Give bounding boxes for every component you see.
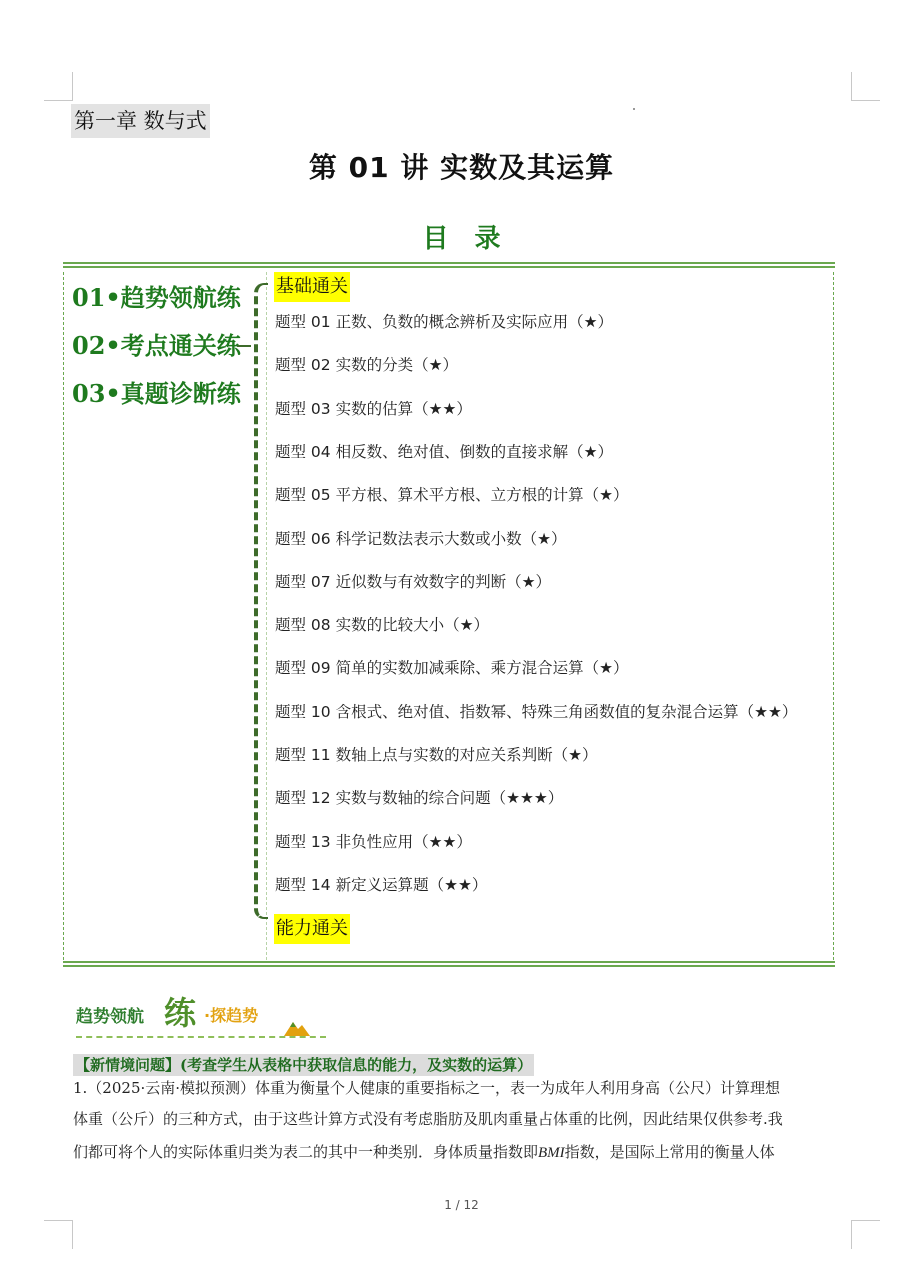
toc-left-item-practice[interactable]: 02•考点通关练 xyxy=(72,331,241,360)
stray-dot xyxy=(633,108,635,110)
banner-sub-text: ·探趋势 xyxy=(204,1006,259,1025)
section-basic[interactable]: 基础通关 xyxy=(274,272,350,302)
crop-mark-bottom-right xyxy=(851,1220,880,1249)
section-advanced[interactable]: 能力通关 xyxy=(274,914,350,944)
toc-item[interactable]: 题型 11 数轴上点与实数的对应关系判断（★） xyxy=(275,746,598,764)
question-line-1: 1.（2025·云南·模拟预测）体重为衡量个人健康的重要指标之一，表一为成年人利用身高（公尺）计算理想 xyxy=(73,1079,781,1097)
bmi-term: BMI xyxy=(538,1145,565,1161)
toc-right-border xyxy=(833,272,834,960)
toc-item[interactable]: 题型 02 实数的分类（★） xyxy=(275,356,458,375)
banner-underline xyxy=(76,1036,326,1038)
question-line-3-b: 指数，是国际上常用的衡量人体 xyxy=(564,1143,775,1161)
toc-item[interactable]: 题型 01 正数、负数的概念辨析及实际应用（★） xyxy=(275,313,613,331)
toc-item[interactable]: 题型 14 新定义运算题（★★） xyxy=(275,875,488,894)
toc-left-border xyxy=(63,272,64,960)
crop-mark-bottom-left xyxy=(44,1220,73,1249)
toc-item[interactable]: 题型 06 科学记数法表示大数或小数（★） xyxy=(275,529,567,548)
toc-item[interactable]: 题型 09 简单的实数加减乘除、乘方混合运算（★） xyxy=(275,659,629,678)
page-number: 1 / 12 xyxy=(444,1198,479,1212)
toc-item[interactable]: 题型 05 平方根、算术平方根、立方根的计算（★） xyxy=(275,486,629,505)
question-line-3 xyxy=(73,1141,775,1162)
question-line-2: 体重（公斤）的三种方式，由于这些计算方式没有考虑脂肪及肌肉重量占体重的比例，因此结果仅供参考.我 xyxy=(73,1110,783,1128)
banner-big-char: 练 xyxy=(164,994,197,1032)
toc-left-item-trend[interactable]: 01•趋势领航练 xyxy=(72,283,241,312)
question-tag: 【新情境问题】(考查学生从表格中获取信息的能力，及实数的运算） xyxy=(75,1056,533,1074)
crop-mark-top-left xyxy=(44,72,73,101)
crop-mark-top-right xyxy=(851,72,880,101)
mountain-icon xyxy=(284,1020,310,1036)
page-title: 第 01 讲 实数及其运算 xyxy=(308,151,615,184)
toc-item[interactable]: 题型 12 实数与数轴的综合问题（★★★） xyxy=(275,789,564,808)
toc-top-rule xyxy=(63,262,835,268)
toc-bracket xyxy=(254,283,268,919)
toc-item[interactable]: 题型 08 实数的比较大小（★） xyxy=(275,616,489,635)
chapter-label: 第一章 数与式 xyxy=(71,104,210,138)
toc-bracket-tick xyxy=(237,345,251,347)
toc-item[interactable]: 题型 03 实数的估算（★★） xyxy=(275,399,472,418)
toc-heading: 目录 xyxy=(422,224,527,254)
section-banner xyxy=(76,994,336,1040)
toc-left-item-exam[interactable]: 03•真题诊断练 xyxy=(72,379,241,408)
toc-item[interactable]: 题型 10 含根式、绝对值、指数幂、特殊三角函数值的复杂混合运算（★★） xyxy=(275,702,798,721)
banner-left-text: 趋势领航 xyxy=(76,1007,144,1027)
toc-item[interactable]: 题型 04 相反数、绝对值、倒数的直接求解（★） xyxy=(275,442,613,461)
toc-bottom-rule xyxy=(63,961,835,967)
toc-item[interactable]: 题型 07 近似数与有效数字的判断（★） xyxy=(275,572,551,591)
question-line-3-a: 们都可将个人的实际体重归类为表二的其中一种类别．身体质量指数即 xyxy=(73,1143,539,1161)
toc-item[interactable]: 题型 13 非负性应用（★★） xyxy=(275,832,472,851)
